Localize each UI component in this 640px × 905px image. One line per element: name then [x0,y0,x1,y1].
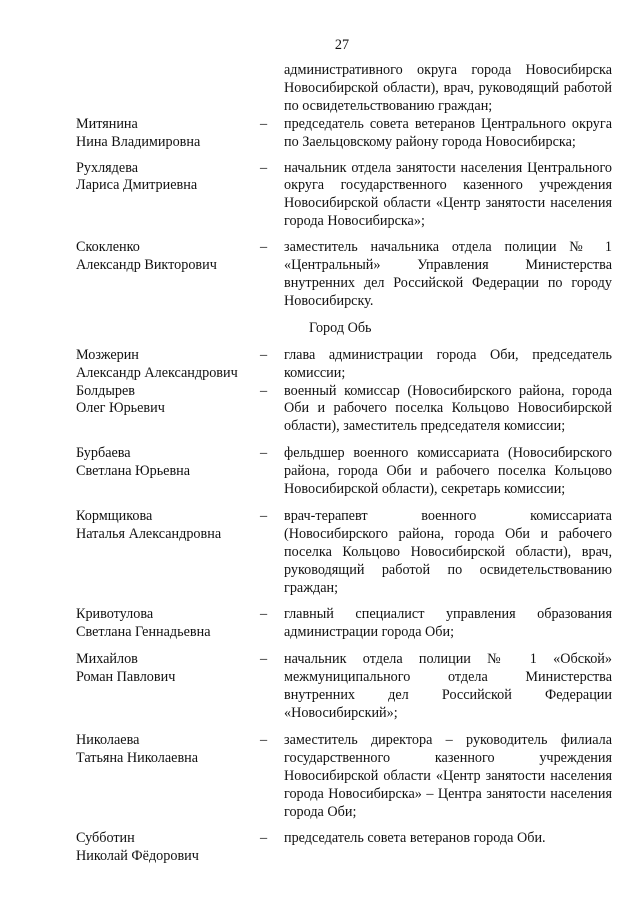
member-name [76,606,260,642]
member-role: главный специалист управления образования администрации города Оби; [284,606,612,641]
member-entry [76,732,612,822]
member-given-name: Николай Фёдорович [76,848,199,865]
member-name [76,347,260,383]
member-given-name: Татьяна Николаевна [76,749,199,766]
dash-separator: – [260,346,268,363]
member-name [76,383,260,419]
member-surname: Кривотулова [76,606,154,623]
dash-separator: – [260,239,268,256]
member-role: заместитель начальника отдела полиции № 1 «Центральный» Управления Министерства внутренних дел Российской Федерации по городу Новосибирску. [284,239,612,309]
member-name [76,508,260,544]
member-entry [76,160,612,232]
dash-separator: – [260,159,268,176]
member-surname: Бурбаева [76,445,131,462]
member-name [76,116,260,152]
member-entry [76,116,612,152]
member-entry [76,239,612,311]
commission-list [76,62,612,866]
member-surname: Митянина [76,115,138,132]
member-entry [76,383,612,437]
page-number: 27 [334,37,350,53]
member-surname: Кормщикова [76,507,153,524]
dash-separator: – [260,115,268,132]
member-surname: Рухлядева [76,159,139,176]
dash-separator: – [260,651,268,668]
dash-separator: – [260,445,268,462]
member-name [76,160,260,196]
member-given-name: Александр Александрович [76,364,238,381]
member-given-name: Нина Владимировна [76,133,201,150]
member-given-name: Роман Павлович [76,669,176,686]
member-surname: Болдырев [76,382,135,399]
member-surname: Михайлов [76,651,138,668]
member-given-name: Наталья Александровна [76,525,222,542]
member-given-name: Лариса Дмитриевна [76,177,198,194]
member-given-name: Александр Викторович [76,257,217,274]
member-name [76,445,260,481]
dash-separator: – [260,606,268,623]
member-entry [76,651,612,723]
member-role: председатель совета ветеранов Центрального округа по Заельцовскому району города Новосибирска; [284,115,612,150]
member-surname: Субботин [76,830,135,847]
member-name [76,830,260,866]
member-entry [76,445,612,499]
member-entry [76,347,612,383]
dash-separator: – [260,830,268,847]
member-given-name: Светлана Геннадьевна [76,624,211,641]
member-entry [76,606,612,642]
member-surname: Скокленко [76,239,140,256]
member-role: заместитель директора – руководитель филиала государственного казенного учреждения Новосибирской области «Центр занятости населения города Новосибирска» – Центра занятости населения города Оби; [284,731,612,820]
dash-separator: – [260,382,268,399]
member-given-name: Светлана Юрьевна [76,463,191,480]
continuation-text: административного округа города Новосибирска Новосибирской области), врач, руководящий работой по освидетельствованию граждан; [284,62,612,114]
member-role: начальник отдела полиции № 1 «Обской» межмуниципального отдела Министерства внутренних дел Российской Федерации «Новосибирский»; [284,651,612,721]
dash-separator: – [260,731,268,748]
member-entry [76,508,612,598]
member-name [76,651,260,687]
member-surname: Николаева [76,731,140,748]
member-entry [76,830,612,866]
member-role: военный комиссар (Новосибирского района, города Оби и рабочего поселка Кольцово Новосибирской области), заместитель председателя комиссии; [284,382,612,435]
member-role: начальник отдела занятости населения Центрального округа государственного казенного учреждения Новосибирской области «Центр занятости населения города Новосибирска»; [284,159,612,230]
member-role: врач-терапевт военного комиссариата (Новосибирского района, города Оби и рабочего поселка Кольцово Новосибирской области), врач, руководящий работой по освидетельствованию граждан; [284,507,612,596]
section-title: Город Обь [309,319,372,336]
member-role: фельдшер военного комиссариата (Новосибирского района, города Оби и рабочего поселка Кольцово Новосибирской области), секретарь комиссии; [284,445,612,498]
member-role: глава администрации города Оби, председатель комиссии; [284,346,612,381]
member-name [76,239,260,275]
member-role: председатель совета ветеранов города Оби. [284,830,546,847]
member-given-name: Олег Юрьевич [76,400,165,417]
member-name [76,732,260,768]
dash-separator: – [260,507,268,524]
member-surname: Мозжерин [76,346,139,363]
